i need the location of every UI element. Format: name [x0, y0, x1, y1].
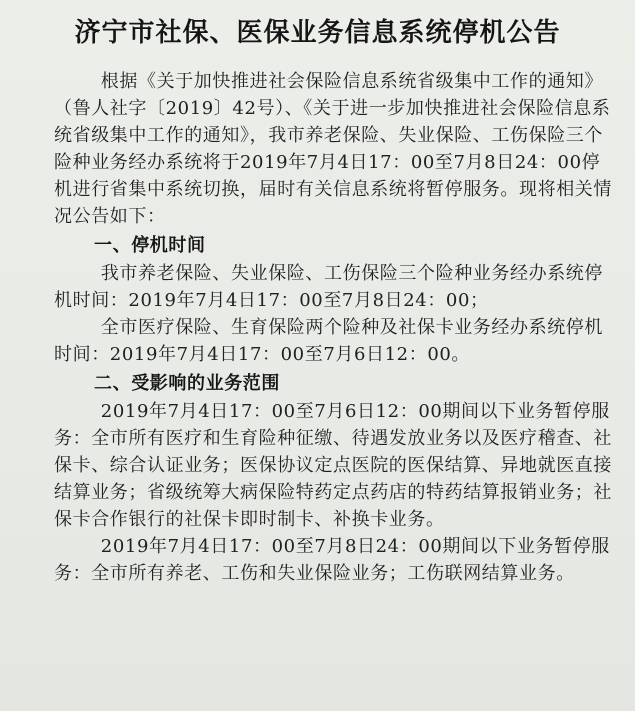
notice-title: 济宁市社保、医保业务信息系统停机公告: [74, 18, 561, 48]
affected-services-paragraph-2: 2019年7月4日17：00至7月8日24：00期间以下业务暂停服务：全市所有养老、工伤和失业保险业务；工伤联网结算业务。: [54, 536, 610, 584]
downtime-paragraph-pension: 我市养老保险、失业保险、工伤保险三个险种业务经办系统停机时间：2019年7月4日17：00至7月8日24：00；: [54, 263, 603, 311]
intro-paragraph: 根据《关于加快推进社会保险信息系统省级集中工作的通知》（鲁人社字〔2019〕42号）、《关于进一步加快推进社会保险信息系统省级集中工作的通知》，我市养老保险、失业保险、工伤保险三个险种业务经办系统将于2019年7月4日17：00至7月8日24：00停机进行省集中系统切换，届时有关信息系统将暂停服务。现将相关情况公告如下：: [54, 71, 612, 227]
section-heading-downtime: 一、停机时间: [94, 235, 206, 256]
notice-body: [54, 68, 614, 587]
affected-services-paragraph-1: 2019年7月4日17：00至7月6日12：00期间以下业务暂停服务：全市所有医疗和生育险种征缴、待遇发放业务以及医疗稽查、社保卡、综合认证业务；医保协议定点医院的医保结算、异地就医直接结算业务；省级统筹大病保险特药定点药店的特药结算报销业务；社保卡合作银行的社保卡即时制卡、补换卡业务。: [54, 401, 612, 530]
section-heading-affected-services: 二、受影响的业务范围: [94, 373, 280, 394]
downtime-paragraph-medical: 全市医疗保险、生育保险两个险种及社保卡业务经办系统停机时间：2019年7月4日17：00至7月6日12：00。: [54, 317, 603, 365]
